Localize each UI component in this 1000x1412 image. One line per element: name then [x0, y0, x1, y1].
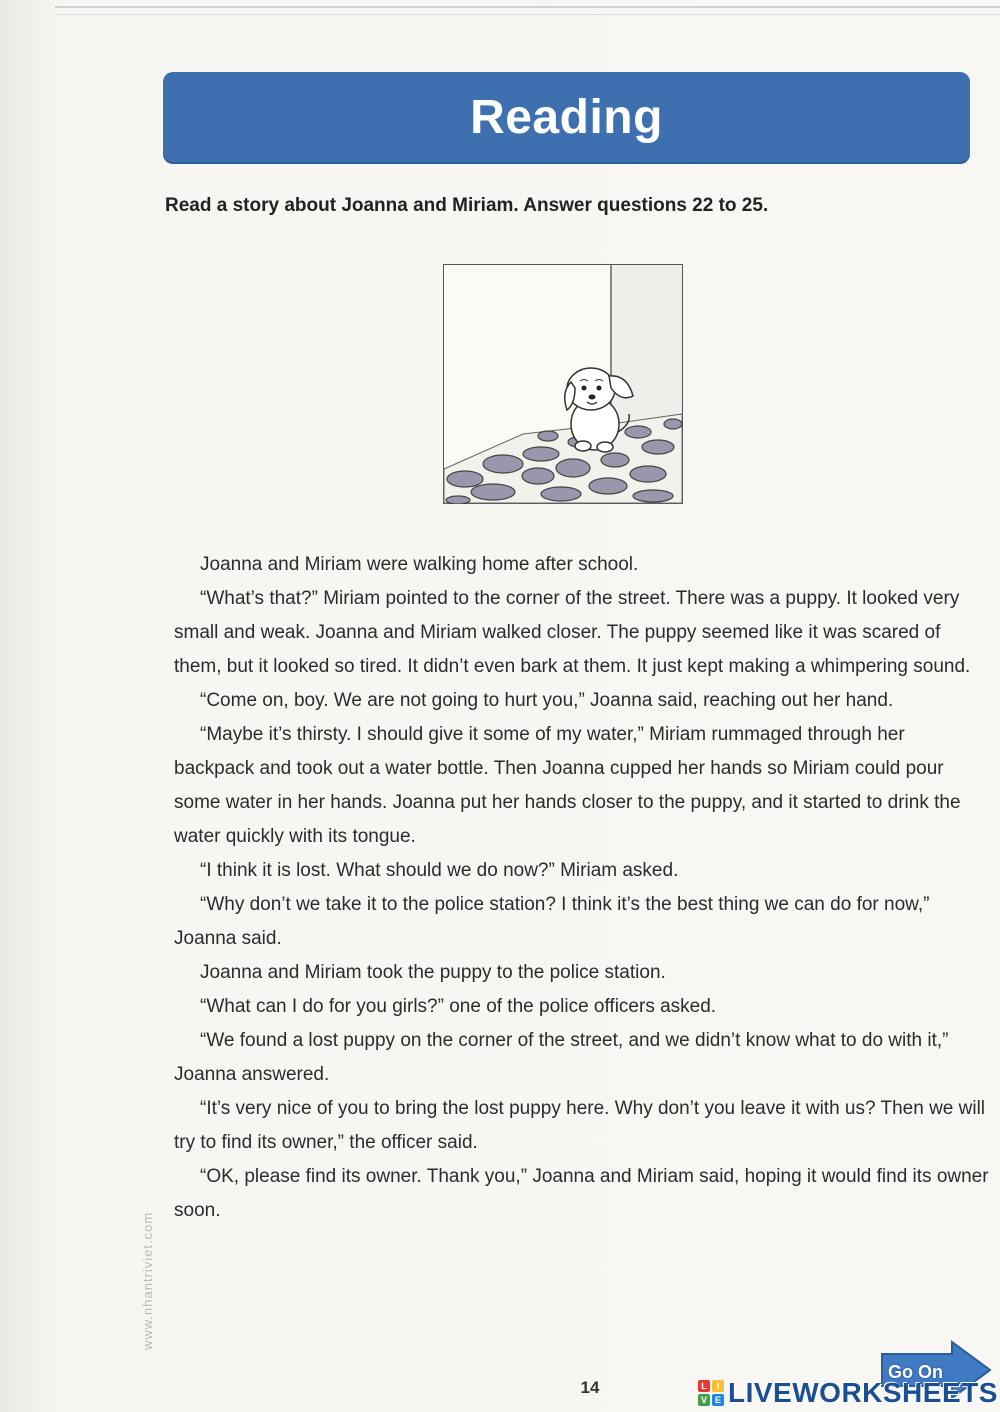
story-paragraph: “I think it is lost. What should we do now?” Miriam asked. — [200, 860, 679, 881]
badge-letter: V — [698, 1394, 710, 1406]
story-paragraph: “We found a lost puppy on the corner of the street, and we didn’t know what to do with it,” Joanna answered. — [174, 1030, 949, 1085]
section-title: Reading — [470, 90, 663, 144]
story-text — [174, 548, 989, 1228]
badge-letter: I — [712, 1380, 724, 1392]
top-border-line — [55, 6, 1000, 8]
story-paragraph: Joanna and Miriam were walking home after school. — [200, 554, 639, 575]
badge-letter: E — [712, 1394, 724, 1406]
go-on-label[interactable]: Go On — [888, 1362, 943, 1382]
story-paragraph: “Maybe it’s thirsty. I should give it some of my water,” Miriam rummaged through her backpack and took out a water bottle. Then Joanna cupped her hands so Miriam could pour some water in her hands. Joanna put her hands closer to the puppy, and it started to drink the water quickly with its tongue. — [174, 724, 961, 847]
reading-instructions: Read a story about Joanna and Miriam. Answer questions 22 to 25. — [165, 195, 769, 216]
section-banner — [163, 72, 970, 162]
story-paragraph: “What’s that?” Miriam pointed to the corner of the street. There was a puppy. It looked very small and weak. Joanna and Miriam walked closer. The puppy seemed like it was scared of them, but it looked so tired. It didn’t even bark at them. It just kept making a whimpering sound. — [174, 588, 971, 677]
liveworksheets-logo — [698, 1376, 998, 1410]
puppy-on-cobblestones-illustration — [443, 264, 683, 504]
liveworksheets-badge-icon — [698, 1380, 724, 1406]
story-paragraph: “It’s very nice of you to bring the lost puppy here. Why don’t you leave it with us? Then we will try to find its owner,” the officer said. — [174, 1098, 986, 1153]
liveworksheets-brand: LIVEWORKSHEETS — [728, 1377, 998, 1408]
page-number: 14 — [580, 1378, 600, 1397]
story-paragraph: “Come on, boy. We are not going to hurt you,” Joanna said, reaching out her hand. — [200, 690, 894, 711]
story-paragraph: “OK, please find its owner. Thank you,” Joanna and Miriam said, hoping it would find its owner soon. — [174, 1166, 989, 1221]
badge-letter: L — [698, 1380, 710, 1392]
top-border-line-secondary — [55, 14, 1000, 15]
story-paragraph: “What can I do for you girls?” one of the police officers asked. — [200, 996, 717, 1017]
story-paragraph: “Why don’t we take it to the police station? I think it’s the best thing we can do for now,” Joanna said. — [174, 894, 930, 949]
publisher-watermark: www.nhantriviet.com — [140, 1211, 155, 1350]
story-paragraph: Joanna and Miriam took the puppy to the police station. — [200, 962, 666, 983]
